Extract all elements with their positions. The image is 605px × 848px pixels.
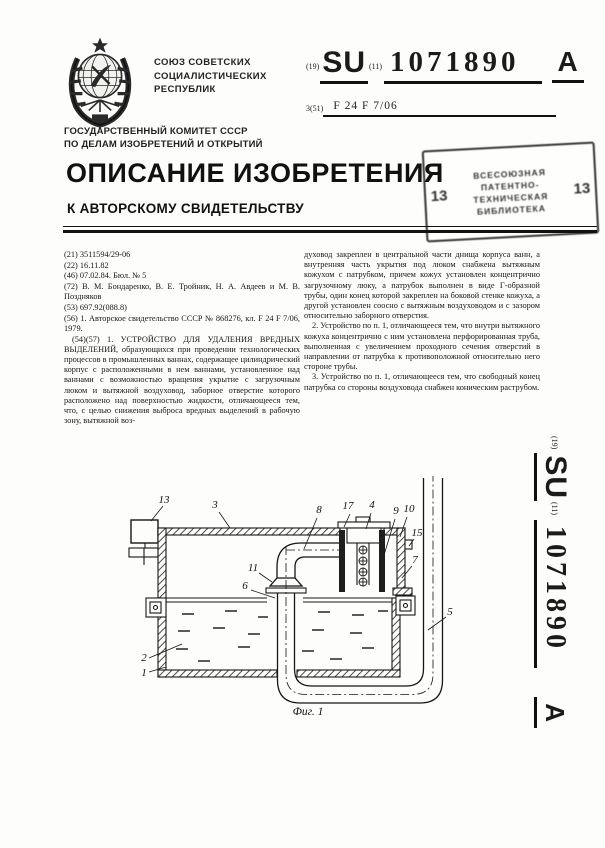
left-column (64, 250, 300, 426)
side-tab (405, 540, 412, 549)
figure-1-drawing (56, 468, 526, 748)
stamp-number-left: 13 (430, 186, 448, 205)
kind-code: A (552, 46, 584, 83)
sidebar-kind-code: A (534, 697, 570, 728)
figure-label-13: 13 (158, 494, 170, 506)
figure-label-15: 15 (411, 527, 423, 539)
sidebar-country-code-label: (19) (550, 436, 559, 450)
union-name (154, 56, 267, 97)
liquid-marks (176, 611, 388, 661)
number-code-label: (11) (369, 62, 383, 71)
casing-left-wall (339, 530, 345, 592)
header-rule (63, 226, 597, 233)
sidebar-number: 1071890 (534, 520, 571, 668)
claim-2: 2. Устройство по п. 1, отличающееся тем, что внутри вытяжного кожуха концентрично с ним установлена перфорированная труба, выполненная с увеличением проходного сечения отверстий в направлении от патрубка к противоположной относительно него стороне трубы. (304, 321, 540, 372)
stamp-line: БИБЛИОТЕКА (476, 203, 547, 217)
ussr-coat-of-arms-icon (60, 36, 140, 128)
casing-right-wall (379, 530, 385, 592)
stamp-text (451, 165, 570, 219)
hatch-lid (347, 528, 381, 543)
figure-label-3: 3 (212, 499, 218, 511)
branch-pipe (270, 543, 339, 586)
cover-right-wall (397, 528, 405, 590)
biblio-references: (56) 1. Авторское свидетельство СССР № 868276, кл. F 24 F 7/06, 1979. (64, 313, 300, 333)
sidebar-country-code: SU (534, 453, 572, 501)
committee-name (64, 126, 263, 151)
right-support-roller (396, 596, 415, 615)
sidebar-patent-number (534, 436, 576, 728)
biblio-authors: (72) В. М. Бондаренко, В. Е. Тройник, Н. А. Авдеев и М. В. Поздняков (64, 282, 300, 302)
left-support-roller (146, 598, 166, 617)
document-title: ОПИСАНИЕ ИЗОБРЕТЕНИЯ (66, 158, 444, 188)
stamp-number-right: 13 (573, 179, 591, 198)
union-line: СОЦИАЛИСТИЧЕСКИХ (154, 70, 267, 82)
committee-line: ГОСУДАРСТВЕННЫЙ КОМИТЕТ СССР (64, 126, 248, 137)
figure-label-17: 17 (342, 500, 354, 512)
figure-label-11: 11 (247, 562, 259, 574)
figure-label-8: 8 (316, 504, 322, 516)
committee-line: ПО ДЕЛАМ ИЗОБРЕТЕНИЙ И ОТКРЫТИЙ (64, 138, 263, 150)
drive-box (131, 520, 158, 543)
claim-1-right: духовод закреплен в центральной части днища корпуса ванн, а внутренняя часть укрытия под люком снабжена вытяжным кожухом с патрубком, причем кожух установлен концентрично загрузочному люку, а патрубок выполнен в виде Г-образной трубы, один конец которой закреплен на боковой стенке кожуха, а другой установлен соосно с вытяжным воздуховодом и с зазором относительно заборного отверстия. (304, 250, 540, 321)
ipc-classification: F 24 F 7/06 (323, 100, 556, 117)
figure-label-6: 6 (242, 580, 248, 592)
figure-label-9: 9 (393, 505, 399, 517)
figure-label-4: 4 (369, 499, 375, 511)
biblio-published: (46) 07.02.84. Бюл. № 5 (64, 271, 147, 281)
hatch-knob (356, 517, 370, 522)
figure-label-7: 7 (412, 554, 418, 566)
biblio-udc: (53) 697.92(088.8) (64, 303, 127, 313)
figure-label-10: 10 (403, 503, 415, 515)
patent-number: 1071890 (384, 46, 542, 84)
figure-caption: Фиг. 1 (292, 706, 324, 718)
sidebar-number-code-label: (11) (550, 502, 559, 516)
figure-label-1: 1 (141, 667, 147, 679)
claim-3: 3. Устройство по п. 1, отличающееся тем, что свободный конец патрубка со стороны воздуховода снабжен коническим раструбом. (304, 372, 540, 392)
classification-row (306, 100, 556, 117)
country-code: SU (320, 46, 368, 84)
class-prefix: 3(51) (306, 104, 324, 113)
claim-1-left: (54)(57) 1. УСТРОЙСТВО ДЛЯ УДАЛЕНИЯ ВРЕДНЫХ ВЫДЕЛЕНИЙ, образующихся при проведении технологических процессов в промышленных ваннах, содержащее цилиндрический корпус с расположенными в нем ваннами, установленное над ваннами с возможностью вращения укрытие с загрузочным люком и вытяжной воздуховод, заборное отверстие которого расположено над поверхностью жидкости, отличающееся тем, что, с целью снижения выброса вредных выделений в рабочую зону, вытяжной воз- (64, 334, 300, 426)
stamp-line: ПАТЕНТНО- (480, 179, 540, 193)
document-subtitle: К АВТОРСКОМУ СВИДЕТЕЛЬСТВУ (67, 201, 304, 216)
stamp-line: ВСЕСОЮЗНАЯ (473, 167, 547, 181)
biblio-application: (21) 3511594/29-06 (64, 250, 131, 259)
stamp-line: ТЕХНИЧЕСКАЯ (473, 191, 549, 205)
figure-label-5: 5 (447, 606, 453, 618)
right-column (304, 250, 540, 393)
housing-bottom-wall (158, 670, 277, 677)
country-code-label: (19) (306, 62, 320, 71)
perforated-tube (357, 543, 369, 586)
patent-number-row (306, 46, 584, 84)
liquid-surface (166, 598, 392, 602)
union-line: РЕСПУБЛИК (154, 84, 216, 95)
biblio-filed: (22) 16.11.82 (64, 260, 109, 270)
figure-label-2: 2 (141, 652, 147, 664)
union-line: СОЮЗ СОВЕТСКИХ (154, 57, 251, 68)
